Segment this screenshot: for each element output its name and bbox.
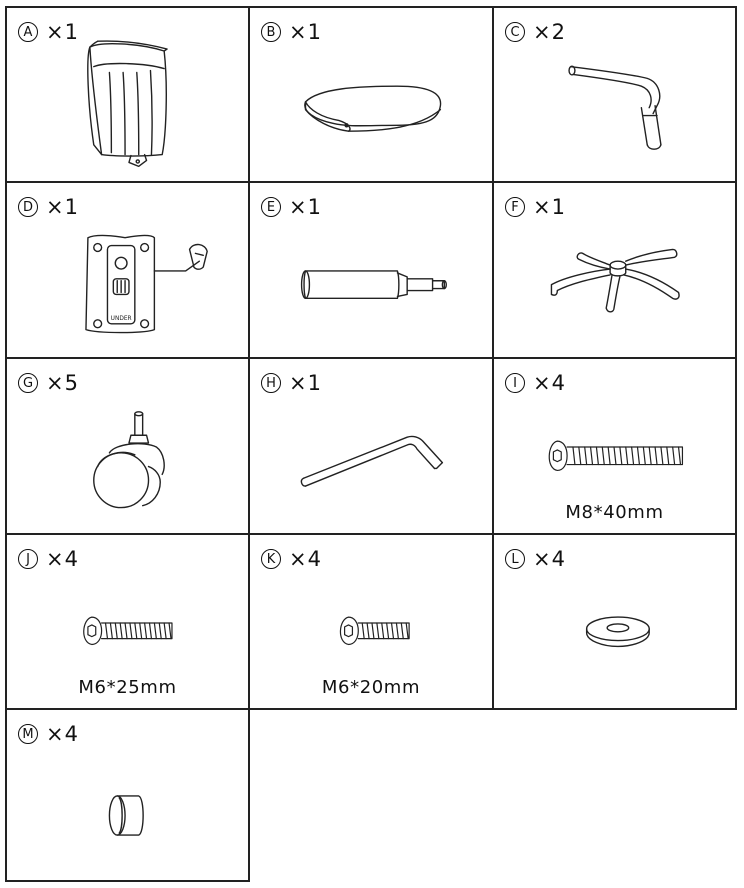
part-quantity: ×4	[46, 722, 79, 746]
part-cell-d	[5, 181, 250, 359]
part-letter: M	[18, 724, 38, 744]
seat-mechanism-icon	[7, 183, 248, 357]
part-cell-b	[248, 6, 494, 183]
part-cell-k	[248, 533, 494, 710]
part-quantity: ×5	[46, 371, 79, 395]
part-letter: B	[261, 22, 281, 42]
part-cell-e	[248, 181, 494, 359]
allen-key-icon	[250, 359, 492, 533]
part-cell-c	[492, 6, 737, 183]
washer-icon	[494, 535, 735, 708]
part-quantity: ×2	[533, 20, 566, 44]
part-cell-h	[248, 357, 494, 535]
part-cell-j	[5, 533, 250, 710]
armrest-icon	[494, 8, 735, 181]
part-cell-f	[492, 181, 737, 359]
five-star-base-icon	[494, 183, 735, 357]
part-letter: A	[18, 22, 38, 42]
bolt-spec-label: M6*25mm	[78, 677, 177, 698]
part-quantity: ×1	[289, 371, 322, 395]
part-quantity: ×1	[46, 195, 79, 219]
bolt-spec-label: M8*40mm	[565, 502, 664, 523]
part-letter: K	[261, 549, 281, 569]
part-cell-g	[5, 357, 250, 535]
part-quantity: ×4	[533, 547, 566, 571]
part-quantity: ×1	[289, 20, 322, 44]
part-quantity: ×4	[46, 547, 79, 571]
part-cell-l	[492, 533, 737, 710]
part-quantity: ×1	[533, 195, 566, 219]
part-cell-i	[492, 357, 737, 535]
part-letter: G	[18, 373, 38, 393]
part-letter: I	[505, 373, 525, 393]
end-cap-icon	[7, 710, 248, 880]
gas-cylinder-icon	[250, 183, 492, 357]
part-letter: J	[18, 549, 38, 569]
backrest-icon	[7, 8, 248, 181]
part-cell-a	[5, 6, 250, 183]
part-quantity: ×4	[289, 547, 322, 571]
bolt-spec-label: M6*20mm	[321, 677, 421, 698]
part-letter: E	[261, 197, 281, 217]
part-letter: F	[505, 197, 525, 217]
svg-text:UNDER: UNDER	[110, 315, 132, 322]
part-letter: H	[261, 373, 281, 393]
part-quantity: ×1	[46, 20, 79, 44]
part-letter: C	[505, 22, 525, 42]
part-letter: D	[18, 197, 38, 217]
part-quantity: ×1	[289, 195, 322, 219]
part-quantity: ×4	[533, 371, 566, 395]
part-cell-m	[5, 708, 250, 882]
caster-wheel-icon	[7, 359, 248, 533]
part-letter: L	[505, 549, 525, 569]
seat-cushion-icon	[250, 8, 492, 181]
parts-list-grid	[5, 6, 737, 882]
